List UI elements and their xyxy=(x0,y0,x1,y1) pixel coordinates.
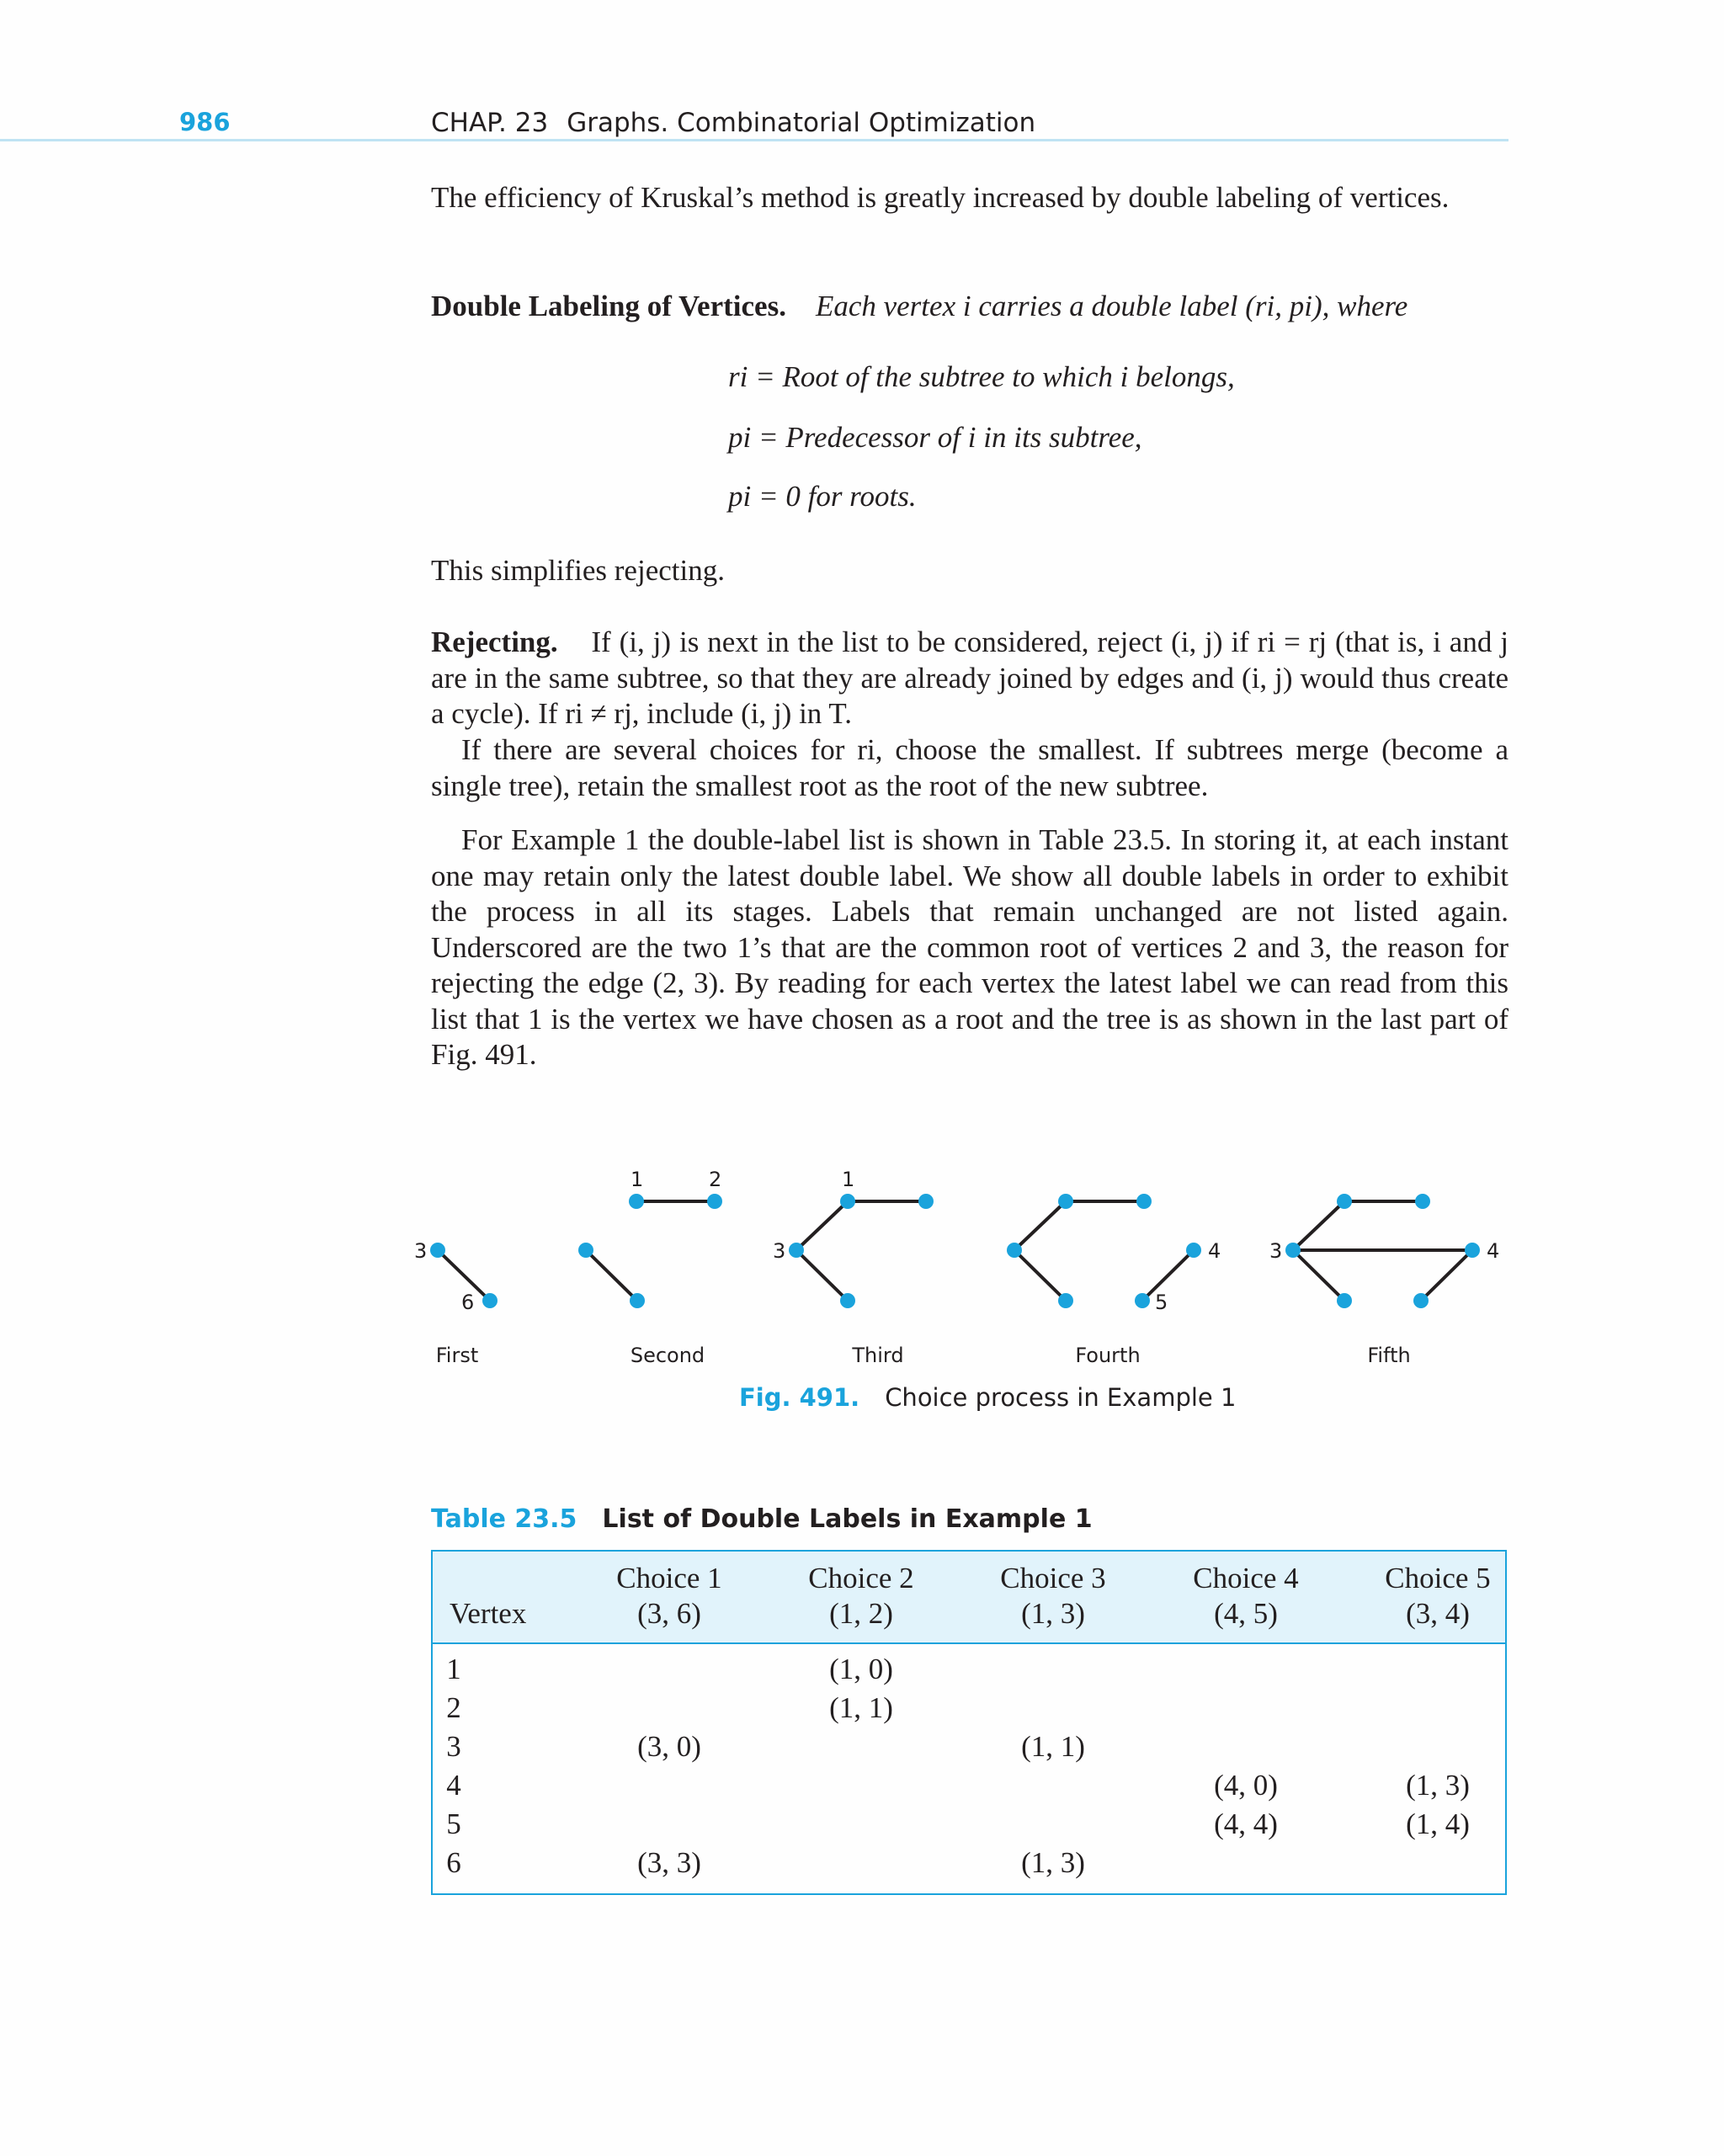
vertex-fifth-4 xyxy=(1465,1243,1480,1258)
edge-fourth-3-1 xyxy=(1014,1201,1066,1250)
rejecting-heading: Rejecting. xyxy=(431,626,558,658)
page-number: 986 xyxy=(179,108,231,136)
running-header xyxy=(0,99,1511,141)
label-third-1: 1 xyxy=(842,1168,855,1191)
edge-third-3-1 xyxy=(796,1201,848,1250)
table-title: List of Double Labels in Example 1 xyxy=(602,1504,1093,1534)
vertex-cell: 2 xyxy=(446,1691,461,1724)
figure-caption-text: Choice process in Example 1 xyxy=(885,1383,1237,1412)
label-cell: (1, 4) xyxy=(1406,1807,1470,1840)
label-fifth-4: 4 xyxy=(1487,1239,1500,1263)
vertex-column-header: Vertex xyxy=(450,1597,527,1630)
label-fifth-3: 3 xyxy=(1269,1239,1283,1263)
table-caption xyxy=(431,1504,1093,1534)
example-paragraph: For Example 1 the double-label list is shown in Table 23.5. In storing it, at each instant one may retain only the latest double label. We show all double labels in order to exhibit the process in all its stages. Labels that remain unchanged are not listed again. Underscored are the two 1’s that are the common root of vertices 2 and 3, the reason for rejecting the edge (2, 3). By reading for each vertex the latest label we can read from this list that 1 is the vertex we have chosen as a root and the tree is as shown in the last part of Fig. 491. xyxy=(431,823,1508,1071)
vertex-fifth-5 xyxy=(1413,1293,1429,1308)
choice-process-diagram xyxy=(387,1158,1532,1419)
vertex-fourth-2 xyxy=(1136,1194,1152,1209)
rejecting-text: If (i, j) is next in the list to be considered, reject (i, j) if ri = rj (that is, i and j are in the same subtree, so that they are already joined by edges and (i, j) would thus create a cycle). If ri ≠ rj, include (i, j) in T. xyxy=(431,626,1509,730)
label-cell: (1, 3) xyxy=(1021,1846,1085,1879)
panel-fourth: Fourth xyxy=(1075,1344,1141,1367)
label-first-3: 3 xyxy=(414,1239,428,1263)
panel-labels xyxy=(436,1344,1411,1367)
figure-number: Fig. 491. xyxy=(739,1383,860,1412)
choice-edge-4: (4, 5) xyxy=(1214,1597,1278,1630)
formula-root: ri = Root of the subtree to which i belongs, xyxy=(728,360,1235,393)
label-cell: (1, 3) xyxy=(1406,1769,1470,1802)
label-fourth-5: 5 xyxy=(1155,1291,1168,1314)
vertex-second-6 xyxy=(630,1293,645,1308)
panel-first: First xyxy=(435,1344,479,1367)
double-labeling-paragraph xyxy=(431,289,1508,325)
panel-third: Third xyxy=(852,1344,904,1367)
choice-edge-3: (1, 3) xyxy=(1021,1597,1085,1630)
table-number: Table 23.5 xyxy=(431,1504,577,1534)
choice-header-5: Choice 5 xyxy=(1385,1562,1491,1594)
vertex-third-1 xyxy=(840,1194,855,1209)
vertex-fifth-1 xyxy=(1337,1194,1352,1209)
choice-edge-2: (1, 2) xyxy=(829,1597,893,1630)
vertex-fourth-3 xyxy=(1007,1243,1022,1258)
panel-second: Second xyxy=(630,1344,705,1367)
vertex-fourth-1 xyxy=(1058,1194,1073,1209)
edge-fifth-4-5 xyxy=(1421,1250,1472,1301)
label-cell: (4, 0) xyxy=(1214,1769,1278,1802)
choice-header-3: Choice 3 xyxy=(1000,1562,1106,1594)
vertex-fifth-2 xyxy=(1415,1194,1430,1209)
label-cell: (1, 0) xyxy=(829,1653,893,1685)
label-cell: (4, 4) xyxy=(1214,1807,1278,1840)
running-title xyxy=(431,108,1035,138)
choice-edge-1: (3, 6) xyxy=(637,1597,701,1630)
chapter-number: CHAP. 23 xyxy=(431,108,549,138)
label-cell: (3, 0) xyxy=(637,1730,701,1763)
vertex-fourth-4 xyxy=(1186,1243,1201,1258)
vertex-first-3 xyxy=(430,1243,445,1258)
vertex-third-3 xyxy=(789,1243,804,1258)
vertex-first-6 xyxy=(482,1293,498,1308)
choice-header-1: Choice 1 xyxy=(616,1562,722,1594)
formula-roots-zero: pi = 0 for roots. xyxy=(728,480,917,513)
label-fourth-4: 4 xyxy=(1208,1239,1221,1263)
label-cell: (3, 3) xyxy=(637,1846,701,1879)
edge-second-3-6 xyxy=(586,1250,637,1301)
simplifies-paragraph: This simplifies rejecting. xyxy=(431,554,725,587)
several-choices-paragraph: If there are several choices for ri, choose the smallest. If subtrees merge (become a single tree), retain the smallest root as the root of the new subtree. xyxy=(431,733,1508,802)
header-rule xyxy=(0,139,1508,141)
vertex-fifth-6 xyxy=(1337,1293,1352,1308)
vertex-cell: 6 xyxy=(446,1846,461,1879)
figure-491 xyxy=(387,1158,1532,1419)
panel-fifth: Fifth xyxy=(1367,1344,1411,1367)
choice-header-2: Choice 2 xyxy=(808,1562,914,1594)
label-first-6: 6 xyxy=(461,1291,475,1314)
double-labeling-heading: Double Labeling of Vertices. xyxy=(431,290,786,322)
vertex-cell: 4 xyxy=(446,1769,461,1802)
vertex-fifth-3 xyxy=(1285,1243,1301,1258)
intro-paragraph: The efficiency of Kruskal’s method is greatly increased by double labeling of vertices. xyxy=(431,181,1450,214)
vertex-third-2 xyxy=(918,1194,934,1209)
label-second-2: 2 xyxy=(709,1168,722,1191)
vertex-second-3 xyxy=(578,1243,593,1258)
vertex-second-2 xyxy=(707,1194,722,1209)
label-second-1: 1 xyxy=(631,1168,644,1191)
edge-fourth-4-5 xyxy=(1142,1250,1194,1301)
double-label-table xyxy=(431,1550,1507,1895)
vertex-cell: 1 xyxy=(446,1653,461,1685)
label-cell: (1, 1) xyxy=(829,1691,893,1724)
double-labeling-text: Each vertex i carries a double label (ri, pi), where xyxy=(815,290,1408,322)
vertex-fourth-6 xyxy=(1058,1293,1073,1308)
formula-predecessor: pi = Predecessor of i in its subtree, xyxy=(728,421,1142,454)
edge-fifth-3-6 xyxy=(1293,1250,1344,1301)
label-cell: (1, 1) xyxy=(1021,1730,1085,1763)
vertex-third-6 xyxy=(840,1293,855,1308)
edge-fourth-3-6 xyxy=(1014,1250,1066,1301)
edge-fifth-3-1 xyxy=(1293,1201,1344,1250)
chapter-title: Graphs. Combinatorial Optimization xyxy=(567,108,1036,138)
rejecting-paragraph xyxy=(431,625,1508,732)
figure-caption xyxy=(739,1383,1236,1412)
choice-header-4: Choice 4 xyxy=(1193,1562,1299,1594)
label-third-3: 3 xyxy=(773,1239,786,1263)
vertex-fourth-5 xyxy=(1135,1293,1150,1308)
vertex-cell: 5 xyxy=(446,1807,461,1840)
vertex-cell: 3 xyxy=(446,1730,461,1763)
vertex-second-1 xyxy=(629,1194,644,1209)
edge-third-3-6 xyxy=(796,1250,848,1301)
choice-edge-5: (3, 4) xyxy=(1406,1597,1470,1630)
